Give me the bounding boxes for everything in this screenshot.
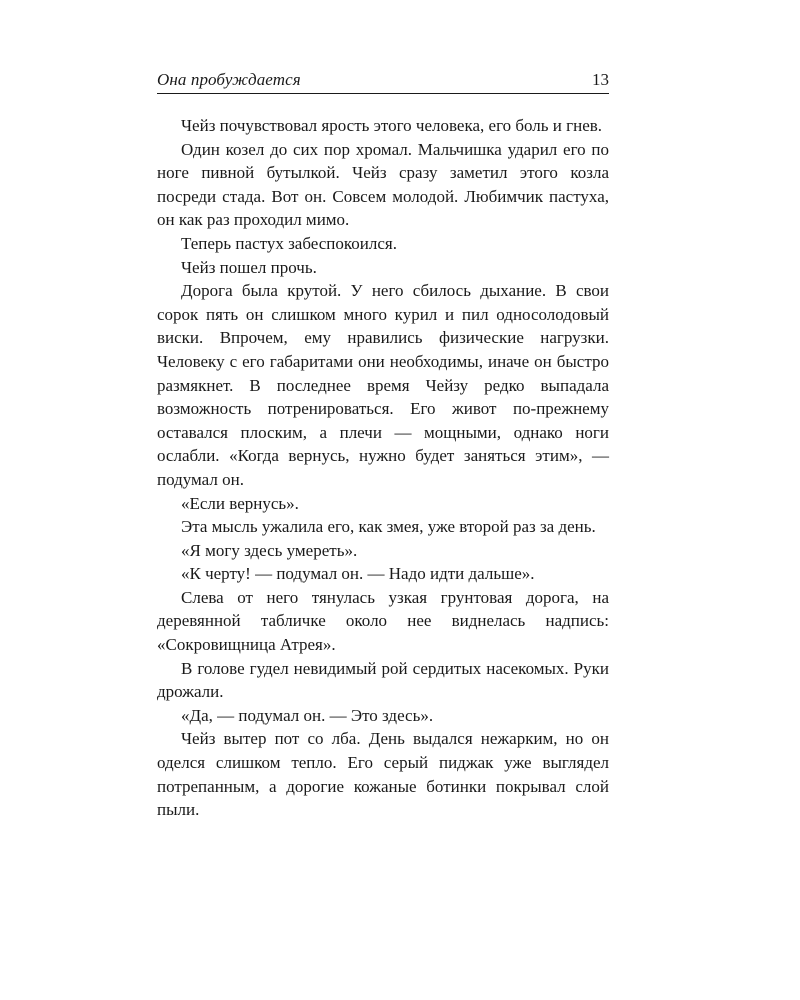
paragraph: Чейз вытер пот со лба. День выдался нежарким, но он оделся слишком тепло. Его серый пиджак уже выглядел потрепанным, а дорогие кожаные ботинки покрывал слой пыли.	[157, 729, 609, 820]
book-page	[157, 70, 609, 822]
paragraph: Слева от него тянулась узкая грунтовая дорога, на деревянной табличке около нее виднелась надпись: «Сокровищница Атрея».	[157, 587, 609, 655]
running-header	[157, 70, 609, 94]
paragraph: «К черту! — подумал он. — Надо идти дальше».	[181, 564, 535, 584]
paragraph: «Если вернусь».	[181, 493, 299, 513]
paragraph: Теперь пастух забеспокоился.	[181, 233, 397, 253]
paragraph: Дорога была крутой. У него сбилось дыхание. В свои сорок пять он слишком много курил и пил односолодовый виски. Впрочем, ему нравились физические нагрузки. Человеку с его габаритами они необходимы, иначе он быстро размякнет. В последнее время Чейзу редко выпадала возможность потренироваться. Его живот по-прежнему оставался плоским, а плечи — мощными, однако ноги ослабли. «Когда вернусь, нужно будет заняться этим», — подумал он.	[157, 281, 609, 489]
paragraph: Чейз пошел прочь.	[181, 257, 317, 277]
page-number: 13	[592, 70, 609, 89]
paragraph: «Да, — подумал он. — Это здесь».	[181, 705, 434, 725]
chapter-title: Она пробуждается	[157, 70, 301, 89]
paragraph: В голове гудел невидимый рой сердитых насекомых. Руки дрожали.	[157, 658, 609, 702]
paragraph: «Я могу здесь умереть».	[181, 540, 358, 560]
paragraph: Один козел до сих пор хромал. Мальчишка ударил его по ноге пивной бутылкой. Чейз сразу заметил этого козла посреди стада. Вот он. Совсем молодой. Любимчик пастуха, он как раз проходил мимо.	[157, 139, 609, 230]
paragraph: Чейз почувствовал ярость этого человека, его боль и гнев.	[181, 116, 603, 135]
paragraph: Эта мысль ужалила его, как змея, уже второй раз за день.	[181, 517, 596, 537]
body-text	[157, 114, 609, 822]
